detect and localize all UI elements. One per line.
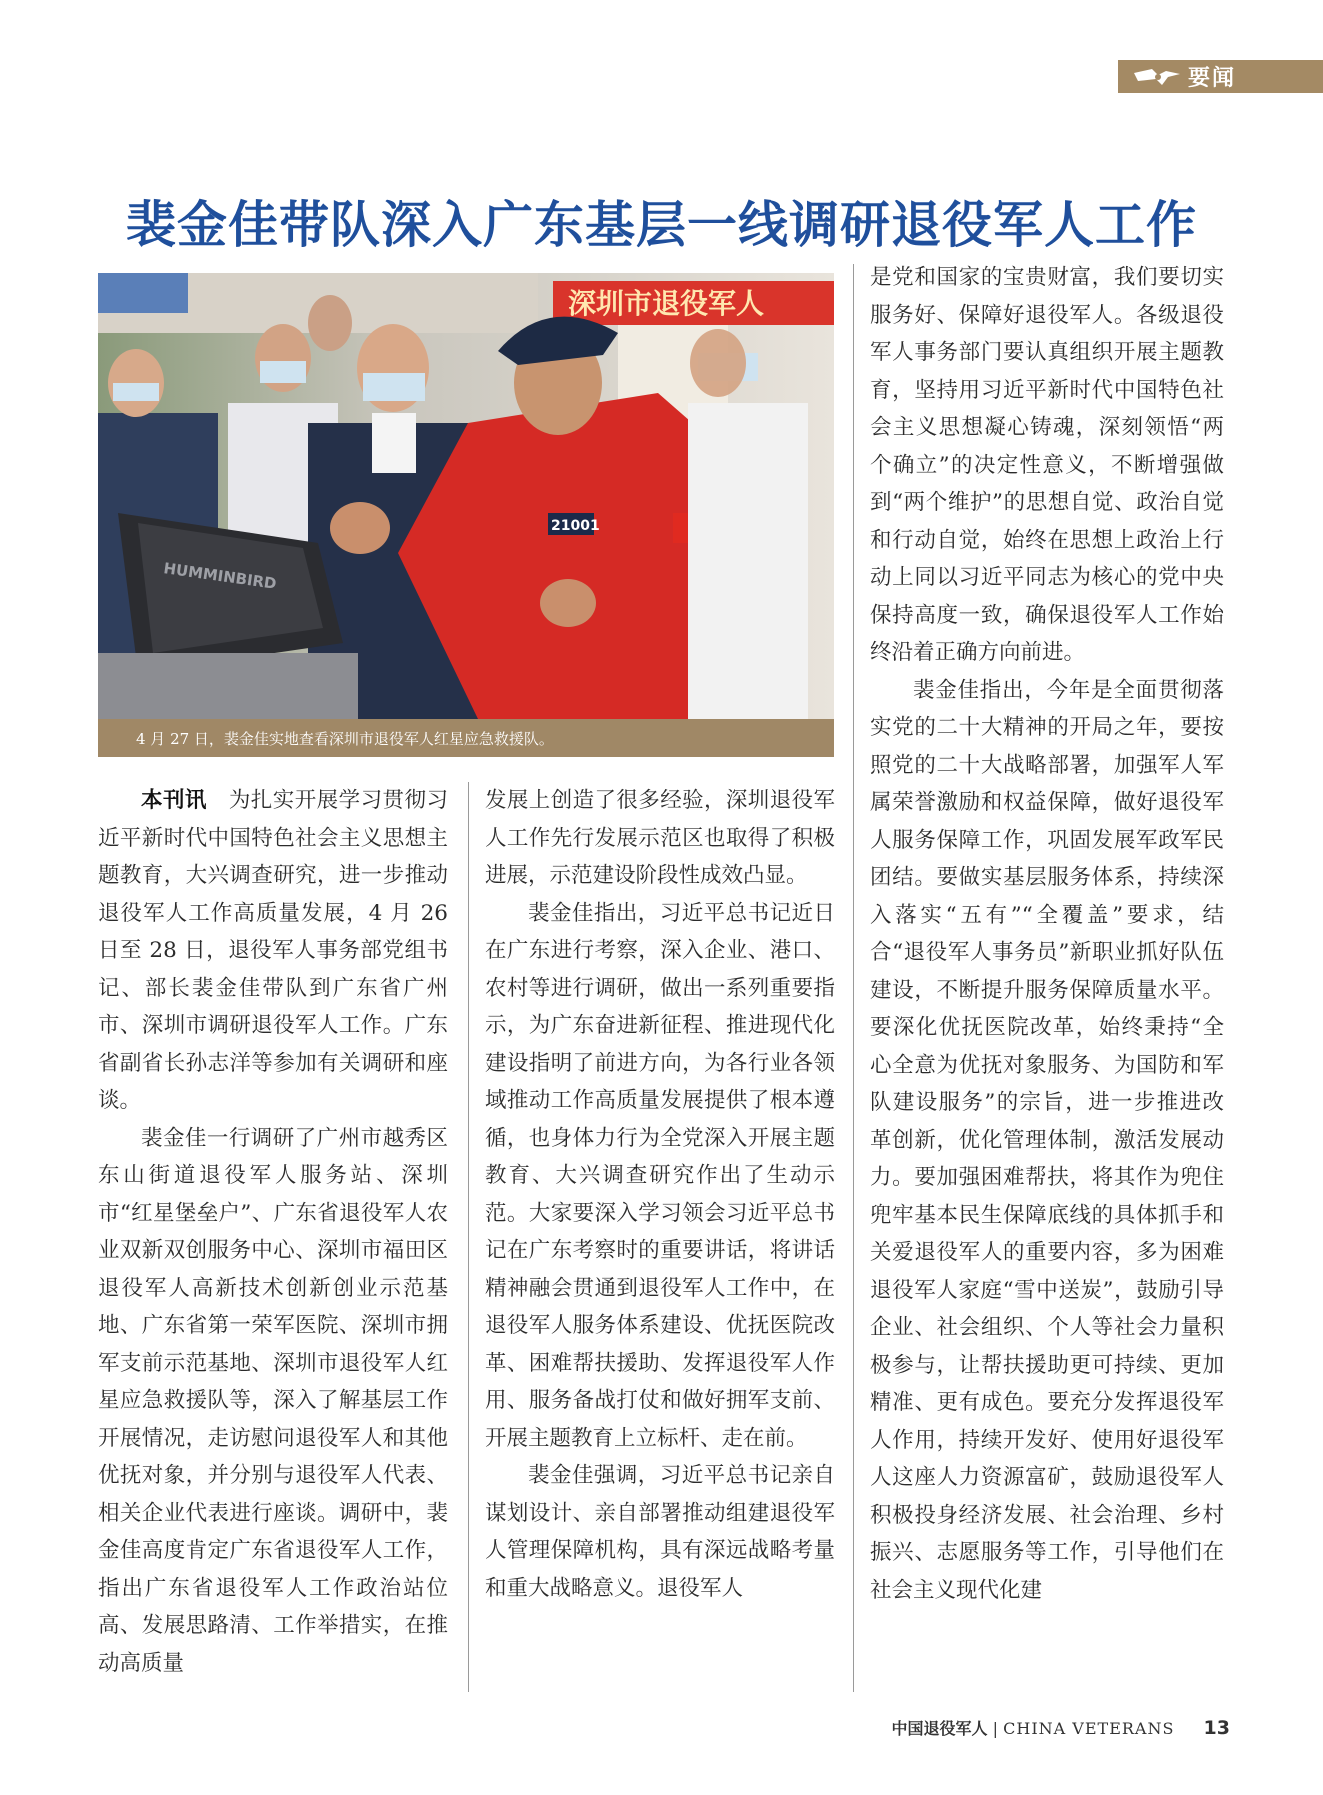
publication-english-name: CHINA VETERANS <box>1003 1719 1175 1738</box>
photo-illustration <box>98 273 834 719</box>
logo-emblem-icon <box>1132 65 1182 89</box>
article-column-2 <box>485 782 835 1607</box>
lead-tag: 本刊讯 <box>141 788 207 813</box>
photo-sign-text: 深圳市退役军人 <box>568 287 765 320</box>
paragraph-text: 为扎实开展学习贯彻习近平新时代中国特色社会主义思想主题教育，大兴调查研究，进一步推动退役军人工作高质量发展，4 月 26 日至 28 日，退役军人事务部党组书记、部长裴金佳带队到广东省广州市、深圳市调研退役军人工作。广东省副省长孙志洋等参加有关调研和座谈。 <box>98 788 448 1113</box>
paragraph: 裴金佳强调，习近平总书记亲自谋划设计、亲自部署推动组建退役军人管理保障机构，具有深远战略考量和重大战略意义。退役军人 <box>485 1463 835 1601</box>
photo-badge-number: 21001 <box>551 518 600 534</box>
footer-separator: | <box>992 1719 999 1738</box>
article-photo <box>98 273 834 719</box>
photo-caption: 4 月 27 日，裴金佳实地查看深圳市退役军人红星应急救援队。 <box>98 719 834 757</box>
column-divider <box>853 264 854 1692</box>
section-tab <box>1118 60 1323 93</box>
paragraph: 裴金佳指出，习近平总书记近日在广东进行考察，深入企业、港口、农村等进行调研，做出一系列重要指示，为广东奋进新征程、推进现代化建设指明了前进方向，为各行业各领域推动工作高质量发展提供了根本遵循，也身体力行为全党深入开展主题教育、大兴调查研究作出了生动示范。大家要深入学习领会习近平总书记在广东考察时的重要讲话，将讲话精神融会贯通到退役军人工作中，在退役军人服务体系建设、优抚医院改革、困难帮扶援助、发挥退役军人作用、服务备战打仗和做好拥军支前、开展主题教育上立标杆、走在前。 <box>485 900 835 1451</box>
article-column-1 <box>98 782 448 1682</box>
publication-name: 中国退役军人 <box>891 1719 988 1738</box>
article-headline: 裴金佳带队深入广东基层一线调研退役军人工作 <box>126 196 1197 254</box>
paragraph: 裴金佳一行调研了广州市越秀区东山街道退役军人服务站、深圳市“红星堡垒户”、广东省退役军人农业双新双创服务中心、深圳市福田区退役军人高新技术创新创业示范基地、广东省第一荣军医院、深圳市拥军支前示范基地、深圳市退役军人红星应急救援队等，深入了解基层工作开展情况，走访慰问退役军人和其他优抚对象，并分别与退役军人代表、相关企业代表进行座谈。调研中，裴金佳高度肯定广东省退役军人工作，指出广东省退役军人工作政治站位高、发展思路清、工作举措实，在推动高质量 <box>98 1125 448 1676</box>
page-number: 13 <box>1203 1717 1230 1739</box>
paragraph: 是党和国家的宝贵财富，我们要切实服务好、保障好退役军人。各级退役军人事务部门要认真组织开展主题教育，坚持用习近平新时代中国特色社会主义思想凝心铸魂，深刻领悟“两个确立”的决定性意义，不断增强做到“两个维护”的思想自觉、政治自觉和行动自觉，始终在思想上政治上行动上同以习近平同志为核心的党中央保持高度一致，确保退役军人工作始终沿着正确方向前进。 <box>870 265 1224 665</box>
paragraph: 裴金佳指出，今年是全面贯彻落实党的二十大精神的开局之年，要按照党的二十大战略部署，加强军人军属荣誉激励和权益保障，做好退役军人服务保障工作，巩固发展军政军民团结。要做实基层服务体系，持续深入落实“五有”“全覆盖”要求，结合“退役军人事务员”新职业抓好队伍建设，不断提升服务保障质量水平。要深化优抚医院改革，始终秉持“全心全意为优抚对象服务、为国防和军队建设服务”的宗旨，进一步推进改革创新，优化管理体制，激活发展动力。要加强困难帮扶，将其作为兜住兜牢基本民生保障底线的具体抓手和关爱退役军人的重要内容，多为困难退役军人家庭“雪中送炭”，鼓励引导企业、社会组织、个人等社会力量积极参与，让帮扶援助更可持续、更加精准、更有成色。要充分发挥退役军人作用，持续开发好、使用好退役军人这座人力资源富矿，鼓励退役军人积极投身经济发展、社会治理、乡村振兴、志愿服务等工作，引导他们在社会主义现代化建 <box>870 677 1224 1603</box>
page-footer <box>0 1716 1230 1739</box>
paragraph: 发展上创造了很多经验，深圳退役军人工作先行发展示范区也取得了积极进展，示范建设阶段性成效凸显。 <box>485 788 835 888</box>
lead-paragraph <box>98 782 448 1120</box>
column-divider <box>468 782 469 1692</box>
photo-device-brand: HUMMINBIRD <box>162 559 278 593</box>
article-column-3 <box>870 259 1224 1609</box>
section-label: 要闻 <box>1188 66 1237 91</box>
